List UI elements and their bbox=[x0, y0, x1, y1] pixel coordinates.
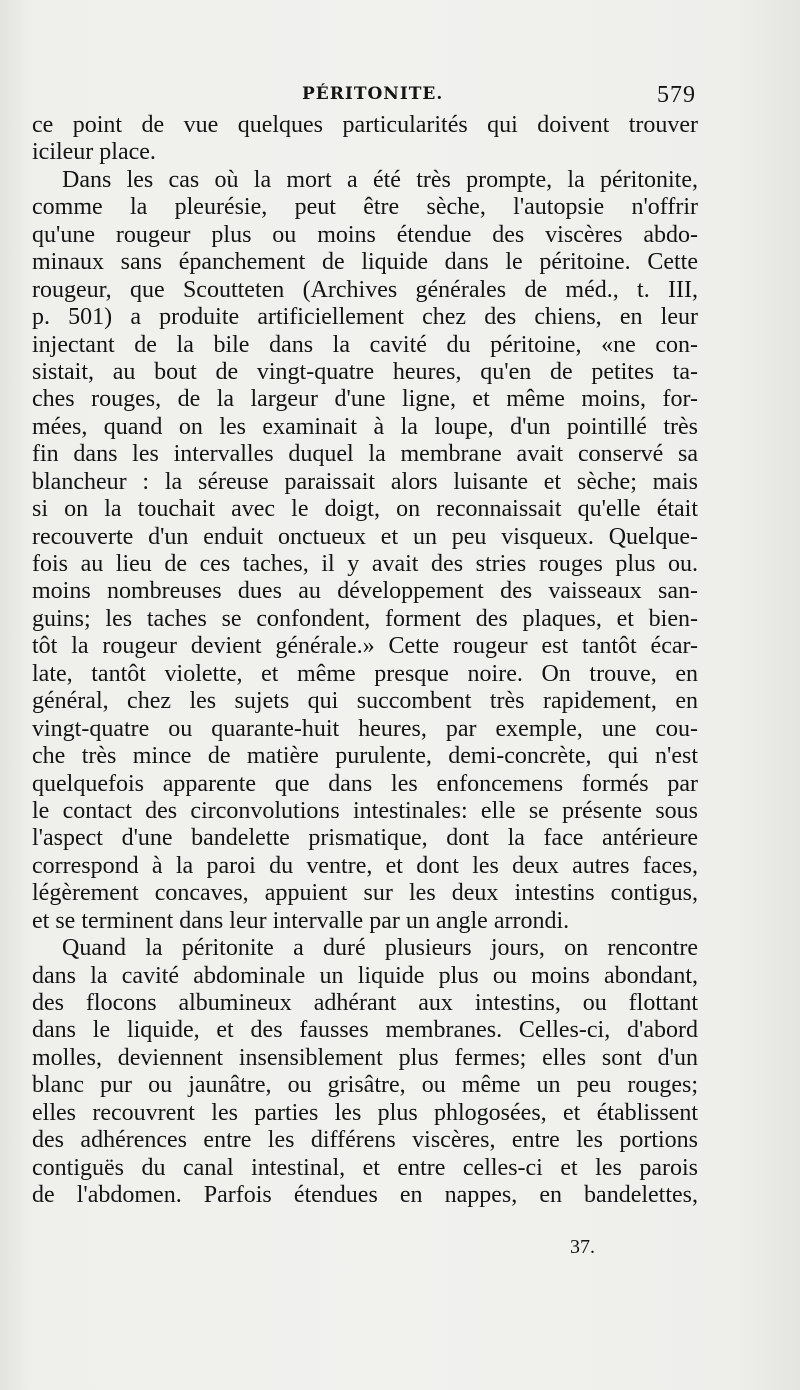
text-line: quelquefois apparente que dans les enfoncemens formés par bbox=[32, 770, 698, 797]
text-line: recouverte d'un enduit onctueux et un peu visqueux. Quelque- bbox=[32, 523, 698, 550]
text-line: mées, quand on les examinait à la loupe, d'un pointillé très bbox=[32, 413, 698, 440]
text-line: dans la cavité abdominale un liquide plus ou moins abondant, bbox=[32, 962, 698, 989]
text-line: légèrement concaves, appuient sur les deux intestins contigus, bbox=[32, 880, 698, 907]
text-line: le contact des circonvolutions intestinales: elle se présente sous bbox=[32, 797, 698, 824]
text-line: tôt la rougeur devient générale.» Cette rougeur est tantôt écar- bbox=[32, 633, 698, 660]
page-number: 579 bbox=[657, 82, 696, 108]
text-line: blanc pur ou jaunâtre, ou grisâtre, ou même un peu rouges; bbox=[32, 1072, 698, 1099]
text-line: fois au lieu de ces taches, il y avait des stries rouges plus ou. bbox=[32, 551, 698, 577]
signature-mark: 37. bbox=[570, 1236, 595, 1258]
text-line: des adhérences entre les différens viscères, entre les portions bbox=[32, 1127, 698, 1154]
text-line: sistait, au bout de vingt-quatre heures, qu'en de petites ta- bbox=[32, 358, 698, 385]
text-line: p. 501) a produite artificiellement chez des chiens, en leur bbox=[32, 304, 698, 331]
body-text bbox=[32, 112, 698, 1210]
text-line: général, chez les sujets qui succombent très rapidement, en bbox=[32, 688, 698, 715]
paragraph-first-line: Dans les cas où la mort a été très prompte, la péritonite, bbox=[62, 166, 698, 193]
text-line: rougeur, que Scoutteten (Archives générales de méd., t. III, bbox=[32, 276, 698, 303]
running-title: PÉRITONITE. bbox=[302, 84, 444, 104]
text-line: che très mince de matière purulente, demi-concrète, qui n'est bbox=[32, 743, 698, 770]
text-line: minaux sans épanchement de liquide dans le péritoine. Cette bbox=[32, 249, 698, 276]
text-line: fin dans les intervalles duquel la membrane avait conservé sa bbox=[32, 441, 698, 468]
text-line: molles, deviennent insensiblement plus fermes; elles sont d'un bbox=[32, 1044, 698, 1071]
text-line: comme la pleurésie, peut être sèche, l'autopsie n'offrir bbox=[32, 194, 698, 221]
text-line: si on la touchait avec le doigt, on reconnaissait qu'elle était bbox=[32, 496, 698, 523]
text-line: correspond à la paroi du ventre, et dont les deux autres faces, bbox=[32, 852, 698, 879]
text-line: vingt-quatre ou quarante-huit heures, par exemple, une cou- bbox=[32, 715, 698, 742]
text-line: de l'abdomen. Parfois étendues en nappes, en bandelettes, bbox=[32, 1182, 698, 1209]
text-line: elles recouvrent les parties les plus phlogosées, et établissent bbox=[32, 1099, 698, 1126]
text-line: l'aspect d'une bandelette prismatique, dont la face antérieure bbox=[32, 825, 698, 852]
text-line: qu'une rougeur plus ou moins étendue des viscères abdo- bbox=[32, 221, 698, 248]
text-line: blancheur : la séreuse paraissait alors luisante et sèche; mais bbox=[32, 468, 698, 495]
text-line: guins; les taches se confondent, forment des plaques, et bien- bbox=[32, 605, 698, 632]
text-line: injectant de la bile dans la cavité du péritoine, «ne con- bbox=[32, 331, 698, 358]
text-line: icileur place. bbox=[32, 139, 156, 166]
paragraph-first-line: Quand la péritonite a duré plusieurs jours, on rencontre bbox=[62, 935, 698, 962]
text-line: des flocons albumineux adhérant aux intestins, ou flottant bbox=[32, 990, 698, 1016]
text-line: late, tantôt violette, et même presque noire. On trouve, en bbox=[32, 660, 698, 687]
text-line: dans le liquide, et des fausses membranes. Celles-ci, d'abord bbox=[32, 1017, 698, 1044]
text-line: ce point de vue quelques particularités qui doivent trouver bbox=[32, 112, 698, 138]
text-line: et se terminent dans leur intervalle par un angle arrondi. bbox=[32, 907, 570, 934]
text-line: contiguës du canal intestinal, et entre celles-ci et les parois bbox=[32, 1154, 698, 1181]
text-line: moins nombreuses dues au développement des vaisseaux san- bbox=[32, 578, 698, 605]
running-header bbox=[32, 84, 696, 112]
text-line: ches rouges, de la largeur d'une ligne, et même moins, for- bbox=[32, 386, 698, 413]
